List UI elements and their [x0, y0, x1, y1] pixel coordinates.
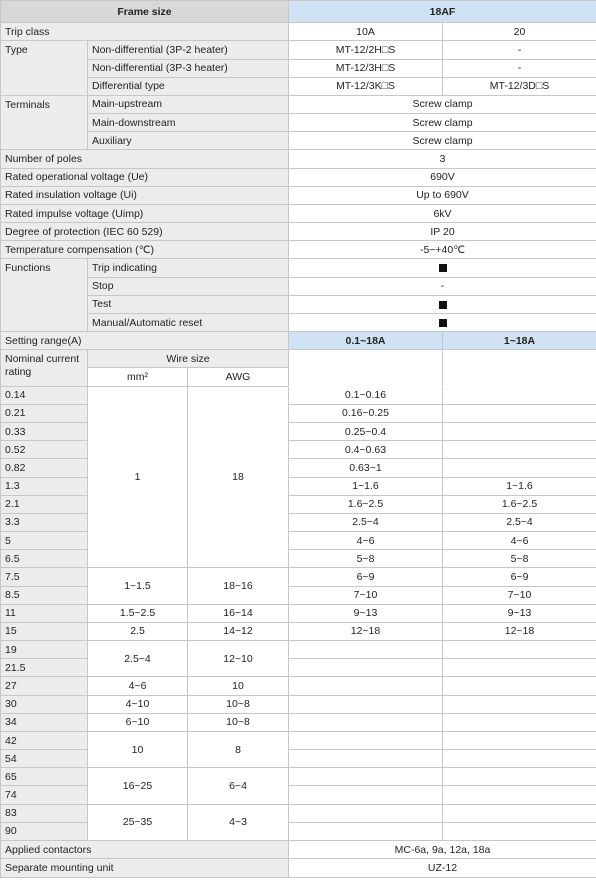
footer-label: Separate mounting unit [1, 859, 289, 878]
trip-class-label: Trip class [1, 23, 289, 41]
wire-awg-cell: 8 [188, 731, 289, 767]
setting-range-cell [289, 677, 443, 695]
setting-range-cell [289, 786, 443, 804]
type-sublabel: Non-differential (3P-2 heater) [88, 41, 289, 59]
filled-square-icon [439, 301, 447, 309]
functions-value [289, 313, 596, 331]
trip-class-col1: 10A [289, 23, 443, 41]
wire-mm2-cell: 4~10 [88, 695, 188, 713]
trip-class-col2: 20 [443, 23, 596, 41]
wire-awg-cell: 12~10 [188, 641, 289, 677]
type-row [1, 77, 596, 95]
type-label: Type [1, 41, 88, 96]
spec-value: IP 20 [289, 223, 596, 241]
table-row [1, 768, 596, 786]
setting-range-cell [289, 768, 443, 786]
type-row [1, 59, 596, 77]
functions-sublabel: Stop [88, 277, 289, 295]
wire-mm2-cell: 1~1.5 [88, 568, 188, 604]
functions-sublabel: Trip indicating [88, 259, 289, 277]
footer-row [1, 840, 596, 858]
setting-range-cell [443, 822, 596, 840]
wire-awg-cell: 14~12 [188, 622, 289, 640]
type-col1: MT-12/2H□S [289, 41, 443, 59]
setting-range-cell: 1.6~2.5 [289, 495, 443, 513]
setting-range-cell: 0.1~0.16 [289, 386, 443, 404]
wire-mm2-cell: 25~35 [88, 804, 188, 840]
footer-value: UZ-12 [289, 859, 596, 878]
setting-range-cell [443, 441, 596, 459]
setting-range-cell [443, 677, 596, 695]
wire-mm2-cell: 10 [88, 731, 188, 767]
setting-range-cell [289, 659, 443, 677]
footer-value: MC-6a, 9a, 12a, 18a [289, 840, 596, 858]
wire-awg-cell: 4~3 [188, 804, 289, 840]
setting-range-cell: 9~13 [443, 604, 596, 622]
table-row [1, 568, 596, 586]
nominal-current-cell: 74 [1, 786, 88, 804]
nominal-current-cell: 19 [1, 641, 88, 659]
setting-range-cell [289, 695, 443, 713]
nominal-current-cell: 27 [1, 677, 88, 695]
setting-range-cell: 0.16~0.25 [289, 404, 443, 422]
spec-row [1, 186, 596, 204]
functions-sublabel: Manual/Automatic reset [88, 313, 289, 331]
setting-range-col1: 0.1~18A [289, 332, 443, 350]
setting-range-cell: 1~1.6 [443, 477, 596, 495]
spec-label: Degree of protection (IEC 60 529) [1, 223, 289, 241]
nominal-current-cell: 0.52 [1, 441, 88, 459]
setting-range-col2: 1~18A [443, 332, 596, 350]
type-col2: - [443, 59, 596, 77]
type-sublabel: Non-differential (3P-3 heater) [88, 59, 289, 77]
terminals-value: Screw clamp [289, 95, 596, 113]
wire-mm2-cell: 4~6 [88, 677, 188, 695]
terminals-value: Screw clamp [289, 132, 596, 150]
type-col1: MT-12/3H□S [289, 59, 443, 77]
setting-range-cell: 1.6~2.5 [443, 495, 596, 513]
terminals-row [1, 114, 596, 132]
nominal-current-cell: 1.3 [1, 477, 88, 495]
footer-label: Applied contactors [1, 840, 289, 858]
terminals-sublabel: Main-downstream [88, 114, 289, 132]
nominal-current-cell: 5 [1, 532, 88, 550]
setting-range-cell [443, 459, 596, 477]
table-row [1, 731, 596, 749]
wire-mm2-cell: 1.5~2.5 [88, 604, 188, 622]
functions-value: - [289, 277, 596, 295]
setting-range-cell [443, 768, 596, 786]
setting-range-cell [443, 750, 596, 768]
type-row [1, 41, 596, 59]
filled-square-icon [439, 264, 447, 272]
terminals-sublabel: Main-upstream [88, 95, 289, 113]
wire-mm2-cell: 2.5~4 [88, 641, 188, 677]
setting-range-cell [443, 404, 596, 422]
wire-awg-cell: 18~16 [188, 568, 289, 604]
spec-row [1, 223, 596, 241]
functions-row [1, 295, 596, 313]
terminals-row [1, 132, 596, 150]
table-row [1, 804, 596, 822]
wire-mm2-cell: 2.5 [88, 622, 188, 640]
nominal-current-cell: 0.33 [1, 423, 88, 441]
setting-range-cell [289, 750, 443, 768]
setting-range-cell: 6~9 [443, 568, 596, 586]
setting-range-cell [443, 731, 596, 749]
setting-range-cell [289, 641, 443, 659]
setting-range-cell [443, 804, 596, 822]
spec-row [1, 204, 596, 222]
spec-value: -5~+40℃ [289, 241, 596, 259]
functions-value [289, 259, 596, 277]
nominal-current-cell: 65 [1, 768, 88, 786]
wire-awg-cell: 10~8 [188, 713, 289, 731]
nominal-current-cell: 15 [1, 622, 88, 640]
nominal-current-cell: 8.5 [1, 586, 88, 604]
nominal-current-cell: 3.3 [1, 513, 88, 531]
setting-range-cell [443, 713, 596, 731]
wire-awg-cell: 18 [188, 386, 289, 568]
setting-range-cell: 4~6 [289, 532, 443, 550]
table-row [1, 641, 596, 659]
setting-range-cell [289, 822, 443, 840]
spec-label: Rated insulation voltage (Ui) [1, 186, 289, 204]
mm2-header: mm² [88, 368, 188, 386]
setting-range-cell: 5~8 [289, 550, 443, 568]
footer-row [1, 859, 596, 878]
frame-size-value: 18AF [289, 1, 596, 23]
terminals-label: Terminals [1, 95, 88, 150]
table-row [1, 695, 596, 713]
functions-sublabel: Test [88, 295, 289, 313]
nominal-current-cell: 0.82 [1, 459, 88, 477]
setting-range-cell [443, 695, 596, 713]
nominal-current-cell: 0.21 [1, 404, 88, 422]
wire-awg-cell: 10~8 [188, 695, 289, 713]
spec-row [1, 168, 596, 186]
setting-range-cell: 12~18 [443, 622, 596, 640]
type-sublabel: Differential type [88, 77, 289, 95]
spec-label: Rated operational voltage (Ue) [1, 168, 289, 186]
setting-range-cell: 6~9 [289, 568, 443, 586]
setting-range-cell [289, 804, 443, 822]
spec-label: Rated impulse voltage (Uimp) [1, 204, 289, 222]
nominal-current-cell: 0.14 [1, 386, 88, 404]
type-col2: MT-12/3D□S [443, 77, 596, 95]
nominal-current-cell: 83 [1, 804, 88, 822]
setting-range-cell [443, 659, 596, 677]
nominal-current-cell: 34 [1, 713, 88, 731]
functions-label: Functions [1, 259, 88, 332]
functions-row [1, 259, 596, 277]
setting-range-cell [289, 713, 443, 731]
wire-awg-cell: 6~4 [188, 768, 289, 804]
wire-mm2-cell: 16~25 [88, 768, 188, 804]
setting-range-cell [443, 641, 596, 659]
terminals-row [1, 95, 596, 113]
empty-cell [289, 350, 443, 386]
table-row [1, 386, 596, 404]
nominal-current-cell: 90 [1, 822, 88, 840]
trip-class-row [1, 23, 596, 41]
nominal-current-cell: 7.5 [1, 568, 88, 586]
setting-range-cell [443, 423, 596, 441]
nominal-current-header: Nominal current rating [1, 350, 88, 386]
setting-range-cell: 5~8 [443, 550, 596, 568]
setting-range-cell: 0.63~1 [289, 459, 443, 477]
nominal-current-cell: 2.1 [1, 495, 88, 513]
setting-range-label: Setting range(A) [1, 332, 289, 350]
spec-value: Up to 690V [289, 186, 596, 204]
type-col2: - [443, 41, 596, 59]
setting-range-cell [289, 731, 443, 749]
terminals-sublabel: Auxiliary [88, 132, 289, 150]
nominal-current-cell: 54 [1, 750, 88, 768]
setting-range-cell: 2.5~4 [443, 513, 596, 531]
nominal-current-cell: 42 [1, 731, 88, 749]
spec-label: Temperature compensation (℃) [1, 241, 289, 259]
setting-range-cell: 12~18 [289, 622, 443, 640]
wire-size-header: Wire size [88, 350, 289, 368]
spec-label: Number of poles [1, 150, 289, 168]
table-row [1, 622, 596, 640]
setting-range-cell: 7~10 [289, 586, 443, 604]
wire-mm2-cell: 6~10 [88, 713, 188, 731]
wire-header-row [1, 350, 596, 368]
spec-value: 3 [289, 150, 596, 168]
table-row [1, 677, 596, 695]
setting-range-cell: 0.4~0.63 [289, 441, 443, 459]
setting-range-cell: 1~1.6 [289, 477, 443, 495]
empty-cell [443, 350, 596, 386]
frame-size-label: Frame size [1, 1, 289, 23]
setting-range-cell: 9~13 [289, 604, 443, 622]
terminals-value: Screw clamp [289, 114, 596, 132]
setting-range-cell [443, 786, 596, 804]
frame-size-row [1, 1, 596, 23]
setting-range-cell: 7~10 [443, 586, 596, 604]
functions-row [1, 277, 596, 295]
setting-range-cell: 4~6 [443, 532, 596, 550]
spec-row [1, 150, 596, 168]
type-col1: MT-12/3K□S [289, 77, 443, 95]
setting-range-cell: 2.5~4 [289, 513, 443, 531]
setting-range-row [1, 332, 596, 350]
table-row [1, 604, 596, 622]
nominal-current-cell: 6.5 [1, 550, 88, 568]
spec-value: 690V [289, 168, 596, 186]
wire-awg-cell: 16~14 [188, 604, 289, 622]
setting-range-cell [443, 386, 596, 404]
wire-awg-cell: 10 [188, 677, 289, 695]
wire-mm2-cell: 1 [88, 386, 188, 568]
setting-range-cell: 0.25~0.4 [289, 423, 443, 441]
awg-header: AWG [188, 368, 289, 386]
table-row [1, 713, 596, 731]
functions-value [289, 295, 596, 313]
nominal-current-cell: 30 [1, 695, 88, 713]
spec-row [1, 241, 596, 259]
functions-row [1, 313, 596, 331]
spec-value: 6kV [289, 204, 596, 222]
nominal-current-cell: 21.5 [1, 659, 88, 677]
nominal-current-cell: 11 [1, 604, 88, 622]
filled-square-icon [439, 319, 447, 327]
